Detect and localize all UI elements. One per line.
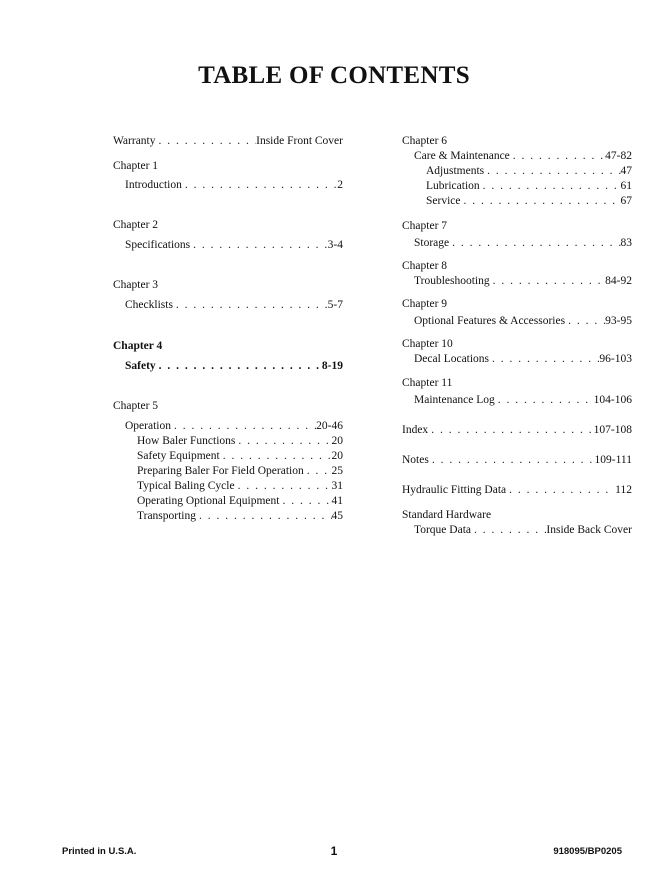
toc-entry-page: 109-111 xyxy=(594,454,632,466)
toc-subentry[interactable] xyxy=(113,434,343,449)
leader-dots xyxy=(173,298,328,313)
leader-dots xyxy=(235,434,331,449)
leader-dots xyxy=(190,238,328,253)
toc-right-column xyxy=(402,134,632,538)
toc-entry-page: 47 xyxy=(620,165,632,177)
leader-dots xyxy=(171,419,316,434)
toc-entry-page: 107-108 xyxy=(593,424,632,436)
toc-entry-name: Service xyxy=(426,195,461,207)
leader-dots xyxy=(489,352,599,367)
toc-entry-name: Notes xyxy=(402,454,429,466)
toc-entry-safety[interactable] xyxy=(113,359,343,374)
toc-subentry[interactable] xyxy=(402,164,632,179)
toc-subentry[interactable] xyxy=(113,479,343,494)
toc-entry-page: 20 xyxy=(331,435,343,447)
toc-entry-name: Safety xyxy=(125,360,156,372)
leader-dots xyxy=(460,194,620,209)
toc-entry-page: 8-19 xyxy=(321,360,343,372)
toc-entry-page: 84-92 xyxy=(605,275,632,287)
toc-subentry[interactable] xyxy=(113,509,343,524)
chapter-heading: Chapter 8 xyxy=(402,260,448,272)
toc-entry-name: Operation xyxy=(125,420,171,432)
toc-entry-name: Introduction xyxy=(125,179,182,191)
toc-entry-page: 83 xyxy=(620,237,632,249)
toc-entry-torque-data[interactable] xyxy=(402,523,632,538)
footer-page-number: 1 xyxy=(330,844,338,858)
toc-entry-name: Operating Optional Equipment xyxy=(137,495,280,507)
toc-entry-index[interactable] xyxy=(402,423,632,438)
chapter-heading: Chapter 4 xyxy=(113,340,163,352)
toc-entry-name: Transporting xyxy=(137,510,196,522)
toc-entry-page: 67 xyxy=(620,195,632,207)
toc-entry-name: Storage xyxy=(414,237,450,249)
toc-entry-care-maintenance[interactable] xyxy=(402,149,632,164)
toc-entry-page: 61 xyxy=(620,180,632,192)
leader-dots xyxy=(565,314,605,329)
leader-dots xyxy=(428,423,593,438)
chapter-heading: Chapter 9 xyxy=(402,298,448,310)
toc-subentry[interactable] xyxy=(402,194,632,209)
toc-entry-troubleshooting[interactable] xyxy=(402,274,632,289)
toc-entry-name: Optional Features & Accessories xyxy=(414,315,566,327)
toc-entry-page: 104-106 xyxy=(593,394,632,406)
toc-entry-name: Troubleshooting xyxy=(414,275,490,287)
toc-entry-name: Care & Maintenance xyxy=(414,150,510,162)
leader-dots xyxy=(480,179,621,194)
leader-dots xyxy=(196,509,332,524)
toc-left-column xyxy=(113,134,343,524)
leader-dots xyxy=(506,483,615,498)
chapter-heading: Chapter 10 xyxy=(402,338,453,350)
toc-entry-specifications[interactable] xyxy=(113,238,343,253)
toc-subentry[interactable] xyxy=(113,494,343,509)
toc-entry-operation[interactable] xyxy=(113,419,343,434)
toc-entry-hydraulic-fitting[interactable] xyxy=(402,483,632,498)
chapter-heading: Chapter 1 xyxy=(113,160,159,172)
toc-entry-maintenance-log[interactable] xyxy=(402,393,632,408)
chapter-heading: Chapter 6 xyxy=(402,135,448,147)
toc-entry-name: Checklists xyxy=(125,299,173,311)
toc-entry-notes[interactable] xyxy=(402,453,632,468)
toc-entry-name: Warranty xyxy=(113,135,156,147)
page-title: TABLE OF CONTENTS xyxy=(198,62,470,89)
leader-dots xyxy=(484,164,620,179)
toc-entry-name: Decal Locations xyxy=(414,353,490,365)
leader-dots xyxy=(156,359,322,374)
toc-entry-name: Torque Data xyxy=(414,524,471,536)
toc-entry-page: 25 xyxy=(331,465,343,477)
toc-entry-name: Hydraulic Fitting Data xyxy=(402,484,507,496)
toc-subentry[interactable] xyxy=(113,449,343,464)
toc-entry-page: 3-4 xyxy=(327,239,343,251)
section-heading: Standard Hardware xyxy=(402,509,492,521)
footer-document-code: 918095/BP0205 xyxy=(553,846,622,857)
leader-dots xyxy=(304,464,332,479)
toc-entry-page: 45 xyxy=(331,510,343,522)
toc-entry-name: Maintenance Log xyxy=(414,394,495,406)
toc-entry-page: 112 xyxy=(615,484,632,496)
toc-entry-page: Inside Back Cover xyxy=(546,524,632,536)
toc-entry-page: 5-7 xyxy=(327,299,343,311)
toc-entry-name: Adjustments xyxy=(426,165,485,177)
leader-dots xyxy=(495,393,594,408)
toc-entry-page: 2 xyxy=(337,179,343,191)
chapter-heading: Chapter 11 xyxy=(402,377,453,389)
toc-entry-page: 93-95 xyxy=(605,315,632,327)
toc-subentry[interactable] xyxy=(402,179,632,194)
toc-entry-checklists[interactable] xyxy=(113,298,343,313)
toc-entry-page: 41 xyxy=(331,495,343,507)
toc-entry-introduction[interactable] xyxy=(113,178,343,193)
leader-dots xyxy=(449,236,620,251)
toc-entry-name: How Baler Functions xyxy=(137,435,236,447)
toc-entry-storage[interactable] xyxy=(402,236,632,251)
leader-dots xyxy=(279,494,331,509)
chapter-heading: Chapter 7 xyxy=(402,220,448,232)
toc-entry-decal-locations[interactable] xyxy=(402,352,632,367)
toc-entry-page: 20 xyxy=(331,450,343,462)
leader-dots xyxy=(156,134,257,149)
footer-printed-in: Printed in U.S.A. xyxy=(62,846,137,857)
toc-subentry[interactable] xyxy=(113,464,343,479)
leader-dots xyxy=(182,178,337,193)
toc-entry-page: 96-103 xyxy=(599,353,632,365)
chapter-heading: Chapter 3 xyxy=(113,279,159,291)
toc-entry-page: 47-82 xyxy=(605,150,632,162)
toc-entry-optional-features[interactable] xyxy=(402,314,632,329)
toc-entry-page: Inside Front Cover xyxy=(256,135,343,147)
leader-dots xyxy=(235,479,332,494)
toc-entry-name: Typical Baling Cycle xyxy=(137,480,235,492)
chapter-heading: Chapter 5 xyxy=(113,400,159,412)
leader-dots xyxy=(471,523,546,538)
toc-entry-name: Index xyxy=(402,424,429,436)
leader-dots xyxy=(429,453,595,468)
leader-dots xyxy=(510,149,605,164)
toc-entry-page: 31 xyxy=(331,480,343,492)
toc-entry-page: 20-46 xyxy=(316,420,343,432)
toc-entry-name: Specifications xyxy=(125,239,191,251)
leader-dots xyxy=(220,449,332,464)
toc-entry-name: Lubrication xyxy=(426,180,480,192)
toc-entry-name: Safety Equipment xyxy=(137,450,220,462)
toc-entry-name: Preparing Baler For Field Operation xyxy=(137,465,304,477)
toc-entry-warranty[interactable] xyxy=(113,134,343,149)
chapter-heading: Chapter 2 xyxy=(113,219,159,231)
leader-dots xyxy=(490,274,606,289)
